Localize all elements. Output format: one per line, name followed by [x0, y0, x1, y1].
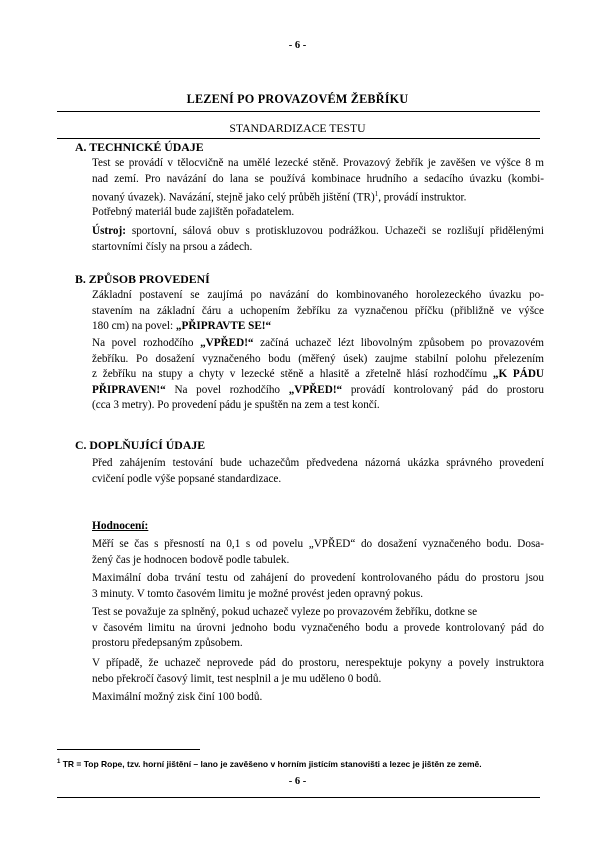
evaluation-heading: Hodnocení: — [92, 520, 149, 532]
title-rule — [57, 111, 540, 112]
text-line: 180 cm) na povel: „PŘIPRAVTE SE!“ — [92, 320, 272, 333]
text-line: Potřebný materiál bude zajištěn pořadatelem. — [92, 206, 295, 218]
evaluation-paragraph-2 — [92, 571, 544, 602]
subtitle-rule — [57, 138, 540, 139]
text-line: Na povel rozhodčího „VPŘED!“ začíná uchazeč lézt libovolným způsobem po provazovém — [92, 337, 544, 349]
text-line: Maximální možný zisk činí 100 bodů. — [92, 691, 263, 703]
section-c-heading: C. DOPLŇUJÍCÍ ÚDAJE — [75, 438, 206, 452]
page-number-bottom: - 6 - — [288, 776, 307, 787]
text-line: cvičení podle výše popsané standardizace. — [92, 472, 282, 485]
text-line: v časovém limitu na úrovni jednoho bodu vyznačeného bodu a provede kontrolovaný pád do — [92, 621, 544, 634]
text-line: (cca 3 metry). Po provedení pádu je spuštěn na zem a test končí. — [92, 399, 380, 412]
text-line: žený čas je hodnocen bodově podle tabulek. — [92, 553, 290, 566]
section-a-paragraph-3 — [92, 224, 544, 255]
evaluation-paragraph-4 — [92, 656, 544, 687]
text-line: Před zahájením testování bude uchazečům předvedena názorná ukázka správného provedení — [92, 457, 544, 469]
text-line: Základní postavení se zaujímá po navázání do kombinovaného horolezeckého úvazku po- — [92, 289, 544, 301]
evaluation-paragraph-1 — [92, 537, 544, 568]
text-line: V případě, že uchazeč neprovede pád do prostoru, nerespektuje pokyny a povely instruktora — [92, 657, 544, 669]
text-line: Maximální doba trvání testu od zahájení do provedení kontrolovaného pádu do prostoru jsou — [92, 572, 544, 584]
section-b-heading: B. ZPŮSOB PROVEDENÍ — [75, 272, 210, 286]
footnote-text: TR = Top Rope, tzv. horní jištění – lano je zavěšeno v horním jistícím stanovišti a lezec je jištěn ze země. — [60, 759, 482, 769]
text-line: žebříku. Po dosažení vyznačeného bodu (měřený úsek) zaujme stabilní polohu přelezením — [92, 352, 544, 365]
footnote — [57, 759, 482, 769]
text-line: nad zemí. Pro navázání do lana se používá kombinace hrudního a sedacího úvazku (kombi- — [92, 172, 544, 185]
footnote-rule — [57, 749, 200, 750]
text-line: Test se považuje za splněný, pokud uchazeč vyleze po provazovém žebříku, dotkne se — [92, 606, 478, 618]
section-b-paragraph-2 — [92, 336, 544, 414]
evaluation-paragraph-5 — [92, 690, 544, 706]
document-subtitle: STANDARDIZACE TESTU — [229, 122, 366, 135]
page-number-top: - 6 - — [288, 40, 307, 51]
text-line: startovními čísly na prsou a zádech. — [92, 240, 253, 253]
text-line: nebo překročí časový limit, test nesplnil a je mu uděleno 0 bodů. — [92, 672, 382, 685]
section-a-heading: A. TECHNICKÉ ÚDAJE — [75, 140, 204, 154]
text-line: Měří se čas s přesností na 0,1 s od povelu „VPŘED“ do dosažení vyznačeného bodu. Dosa- — [92, 538, 544, 550]
document-title: LEZENÍ PO PROVAZOVÉM ŽEBŘÍKU — [186, 92, 409, 106]
text-line: prostoru předepsaným způsobem. — [92, 637, 243, 650]
text-line: Test se provádí v tělocvičně na umělé lezecké stěně. Provazový žebřík je zavěšen ve výšce 8 m — [92, 157, 544, 169]
text-line: PŘIPRAVEN!“ Na povel rozhodčího „VPŘED!“ provádí kontrolovaný pád do prostoru — [92, 383, 544, 396]
text-line: novaný úvazek). Navázání, stejně jako celý průběh jištění (TR)$^1$, provádí instruktor. — [92, 190, 467, 204]
text-line: z žebříku na stupy a chyty v lezecké stěně a hlasitě a zřetelně hlásí rozhodčímu „K PÁDU — [92, 368, 544, 381]
text-line: stavením na základní čáru a uchopením žebříku za vyznačenou příčku (přibližně ve výšce — [92, 304, 544, 317]
section-a-paragraph-2 — [92, 205, 544, 221]
bottom-rule — [57, 797, 540, 798]
section-c-paragraph-1 — [92, 456, 544, 487]
footnote-ref: 1 — [374, 190, 379, 199]
text-line: Ústroj: sportovní, sálová obuv s protiskluzovou podrážkou. Uchazeči se rozlišují přidělenými — [92, 225, 544, 237]
section-a-paragraph-1 — [92, 156, 544, 207]
text-line: 3 minuty. V tomto časovém limitu je možné provést jeden opravný pokus. — [92, 587, 424, 600]
evaluation-paragraph-3 — [92, 605, 544, 652]
section-b-paragraph-1 — [92, 288, 544, 335]
footnote-marker: 1 — [57, 759, 61, 766]
